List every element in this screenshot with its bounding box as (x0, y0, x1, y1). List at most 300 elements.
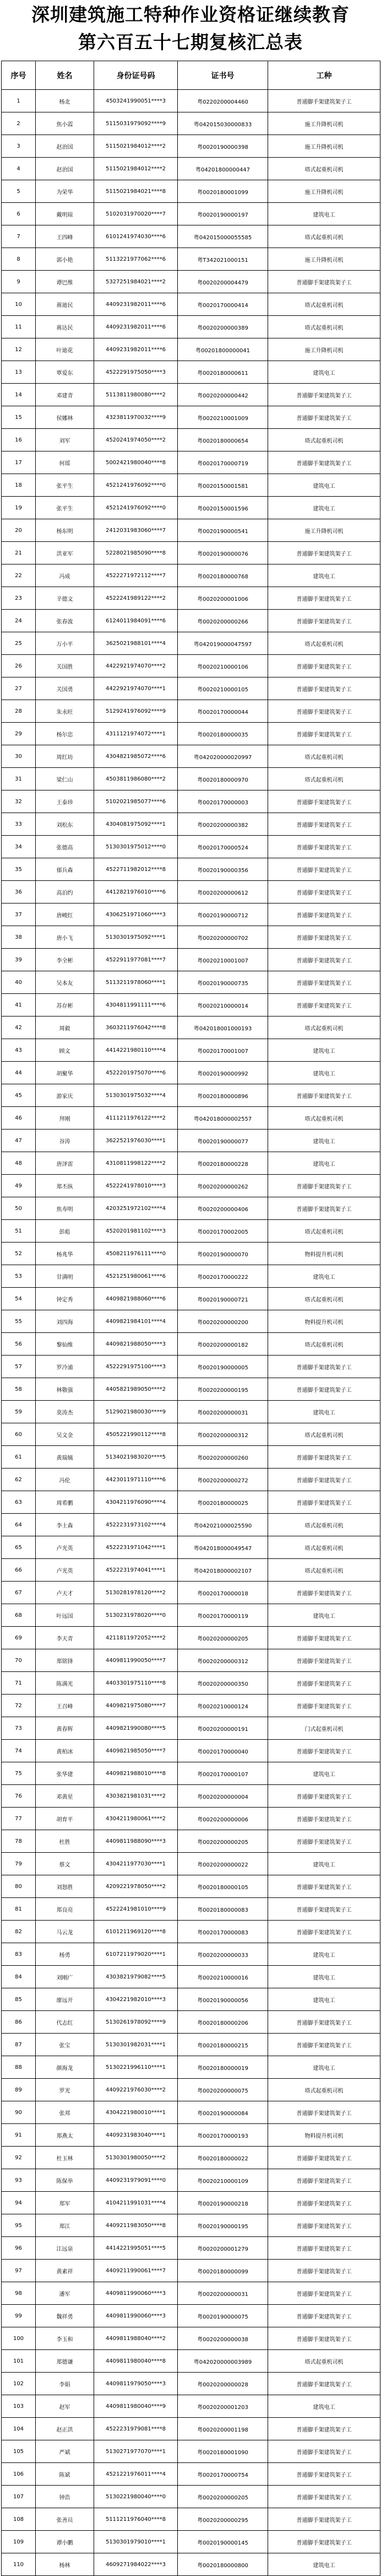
cell-certificate-number: 粤0020200000022 (178, 1853, 268, 1875)
cell-id-number: 4521241976092****0 (94, 497, 178, 519)
cell-certificate-number: 粤0020210000016 (178, 1966, 268, 1988)
table-row (2, 2350, 380, 2373)
cell-trade: 普通脚手架建筑架子工 (268, 1695, 380, 1717)
table-row (2, 406, 380, 429)
cell-index: 45 (2, 1084, 36, 1107)
cell-trade: 建筑电工 (268, 1062, 380, 1084)
cell-certificate-number: 粤0020200000182 (178, 1333, 268, 1356)
table-row (2, 1469, 380, 1491)
cell-index: 12 (2, 338, 36, 361)
cell-index: 31 (2, 768, 36, 790)
cell-trade: 塔式起重机司机 (268, 158, 380, 180)
cell-trade: 塔式起重机司机 (268, 1536, 380, 1559)
cell-id-number: 3603211976042****8 (94, 1017, 178, 1039)
cell-certificate-number: 粤0020190000070 (178, 1243, 268, 1265)
cell-certificate-number: 粤0020200000075 (178, 2079, 268, 2101)
cell-trade: 塔式起重机司机 (268, 768, 380, 790)
cell-certificate-number: 粤0020200000262 (178, 1175, 268, 1197)
cell-trade: 塔式起重机司机 (268, 1107, 380, 1130)
table-row (2, 1130, 380, 1152)
cell-index: 47 (2, 1130, 36, 1152)
cell-id-number: 4409821984101****4 (94, 1310, 178, 1333)
cell-id-number: 5130231978020****0 (94, 1604, 178, 1627)
cell-name: 李天青 (36, 1627, 94, 1649)
cell-certificate-number: 粤0020200000266 (178, 610, 268, 632)
cell-name: 颜海龙 (36, 2056, 94, 2079)
cell-certificate-number: 粤0020200000033 (178, 1943, 268, 1966)
cell-name: 黄素祥 (36, 2260, 94, 2282)
cell-id-number: 4209221978050****2 (94, 1875, 178, 1898)
cell-index: 105 (2, 2440, 36, 2463)
cell-name: 戴明琼 (36, 203, 94, 225)
cell-index: 44 (2, 1062, 36, 1084)
table-row (2, 904, 380, 926)
cell-id-number: 4304081975092****1 (94, 813, 178, 836)
cell-trade: 普通脚手架建筑架子工 (268, 1875, 380, 1898)
cell-trade: 建筑电工 (268, 361, 380, 384)
cell-certificate-number: 粤0020150001581 (178, 474, 268, 497)
table-row (2, 971, 380, 994)
cell-certificate-number: 粤042021000025590 (178, 1514, 268, 1536)
table-row (2, 1785, 380, 1808)
cell-certificate-number: 粤0020170000107 (178, 1762, 268, 1785)
table-row (2, 158, 380, 180)
cell-id-number: 5134021983020****5 (94, 1446, 178, 1469)
cell-name: 张德高 (36, 836, 94, 858)
cell-certificate-number: 粤0020190000195 (178, 2214, 268, 2237)
cell-name: 张邦 (36, 2101, 94, 2124)
cell-certificate-number: 粤0020170002005 (178, 1220, 268, 1243)
cell-id-number: 5111211976040****8 (94, 2508, 178, 2531)
cell-index: 75 (2, 1762, 36, 1785)
cell-id-number: 4522241978010****3 (94, 1175, 178, 1197)
cell-name: 叶远国 (36, 1604, 94, 1627)
cell-index: 96 (2, 2237, 36, 2260)
cell-certificate-number: 粤0020170000524 (178, 836, 268, 858)
table-row (2, 1220, 380, 1243)
cell-name: 覃爱东 (36, 361, 94, 384)
cell-trade: 普通脚手架建筑架子工 (268, 1740, 380, 1762)
cell-trade: 施工升降机司机 (268, 519, 380, 542)
cell-certificate-number: 粤0020190000356 (178, 858, 268, 881)
cell-name: 张平生 (36, 474, 94, 497)
cell-id-number: 4310811998122****2 (94, 1152, 178, 1175)
cell-name: 李土森 (36, 1514, 94, 1536)
cell-trade: 施工升降机司机 (268, 180, 380, 203)
table-row (2, 1898, 380, 1921)
cell-name: 江远泉 (36, 2237, 94, 2260)
document-title-line-1: 深圳建筑施工特种作业资格证继续教育 (31, 4, 350, 25)
table-row (2, 587, 380, 610)
cell-trade: 建筑电工 (268, 1762, 380, 1785)
cell-trade: 普通脚手架建筑架子工 (268, 2531, 380, 2553)
cell-name: 郑丕纵 (36, 1175, 94, 1197)
cell-id-number: 4520241974050****2 (94, 429, 178, 451)
cell-trade: 普通脚手架建筑架子工 (268, 677, 380, 700)
cell-index: 36 (2, 881, 36, 904)
table-row (2, 1559, 380, 1582)
cell-certificate-number: 粤0020200000200 (178, 1310, 268, 1333)
cell-name: 罗光 (36, 2079, 94, 2101)
table-row (2, 1152, 380, 1175)
cell-name: 蒋达民 (36, 316, 94, 338)
cell-name: 李全彬 (36, 949, 94, 971)
cell-id-number: 4414221995051****5 (94, 2237, 178, 2260)
cell-index: 33 (2, 813, 36, 836)
cell-name: 林敬强 (36, 1378, 94, 1401)
cell-id-number: 4522711982012****8 (94, 858, 178, 881)
cell-index: 34 (2, 836, 36, 858)
table-row (2, 1966, 380, 1988)
cell-name: 杨勇 (36, 1943, 94, 1966)
table-row (2, 1853, 380, 1875)
cell-id-number: 4422921974070****2 (94, 655, 178, 677)
cell-index: 20 (2, 519, 36, 542)
roster-table (1, 61, 380, 2576)
cell-trade: 普通脚手架建筑架子工 (268, 2169, 380, 2192)
cell-trade: 建筑电工 (268, 203, 380, 225)
cell-index: 17 (2, 451, 36, 474)
cell-id-number: 4412821976010****6 (94, 881, 178, 904)
cell-id-number: 4409811988040****2 (94, 2327, 178, 2350)
cell-name: 杜玉林 (36, 2147, 94, 2169)
cell-name: 钟定秀 (36, 1288, 94, 1310)
cell-id-number: 5115031979092****9 (94, 112, 178, 135)
cell-certificate-number: 粤0020210000109 (178, 2169, 268, 2192)
cell-certificate-number: 粤0020200000389 (178, 316, 268, 338)
cell-id-number: 4422921974070****1 (94, 677, 178, 700)
cell-certificate-number: 粤042015000055585 (178, 225, 268, 248)
cell-index: 19 (2, 497, 36, 519)
cell-id-number: 4409231982011****6 (94, 316, 178, 338)
cell-trade: 普通脚手架建筑架子工 (268, 926, 380, 949)
cell-trade: 塔式起重机司机 (268, 2350, 380, 2373)
cell-id-number: 4522231974041****1 (94, 1559, 178, 1582)
cell-trade: 塔式起重机司机 (268, 1559, 380, 1582)
cell-index: 46 (2, 1107, 36, 1130)
cell-index: 32 (2, 790, 36, 813)
cell-trade: 普通脚手架建筑架子工 (268, 451, 380, 474)
table-row (2, 1808, 380, 1830)
cell-certificate-number: 粤0020170000018 (178, 1582, 268, 1604)
cell-id-number: 4304821985072****6 (94, 745, 178, 768)
cell-id-number: 6107211979020****1 (94, 1943, 178, 1966)
table-row (2, 451, 380, 474)
cell-name: 郑铭锋 (36, 1649, 94, 1672)
cell-id-number: 6124011984091****6 (94, 610, 178, 632)
cell-certificate-number: 粤0020190000712 (178, 904, 268, 926)
cell-certificate-number: 粤0020200001279 (178, 2237, 268, 2260)
cell-id-number: 4521251980061****6 (94, 1265, 178, 1288)
cell-index: 72 (2, 1695, 36, 1717)
cell-index: 78 (2, 1830, 36, 1853)
cell-name: 冯成 (36, 564, 94, 587)
cell-trade: 塔式起重机司机 (268, 1514, 380, 1536)
cell-id-number: 4409231982011****6 (94, 338, 178, 361)
cell-certificate-number: 粤04201800000447 (178, 158, 268, 180)
cell-id-number: 4304811991111****6 (94, 994, 178, 1017)
table-row (2, 1423, 380, 1446)
cell-index: 13 (2, 361, 36, 384)
cell-id-number: 6101241974030****6 (94, 225, 178, 248)
cell-trade: 普通脚手架建筑架子工 (268, 2463, 380, 2486)
cell-index: 62 (2, 1469, 36, 1491)
cell-certificate-number: 粤0020180000019 (178, 2056, 268, 2079)
cell-name: 侯娜林 (36, 406, 94, 429)
header-name: 姓名 (36, 61, 94, 90)
cell-certificate-number: 粤042020000020997 (178, 745, 268, 768)
cell-name: 郑良亮 (36, 1898, 94, 1921)
cell-trade: 建筑电工 (268, 2395, 380, 2418)
cell-id-number: 5113221977062****6 (94, 248, 178, 271)
cell-id-number: 4409811979050****3 (94, 2373, 178, 2395)
table-row (2, 813, 380, 836)
cell-certificate-number: 粤0020170000754 (178, 2463, 268, 2486)
table-row (2, 1740, 380, 1762)
cell-name: 李娟 (36, 2373, 94, 2395)
cell-name: 张善员 (36, 2508, 94, 2531)
cell-certificate-number: 粤0020200000350 (178, 1672, 268, 1695)
cell-index: 76 (2, 1785, 36, 1808)
cell-index: 85 (2, 1988, 36, 2011)
cell-name: 严斌 (36, 2440, 94, 2463)
cell-id-number: 4409811990050****7 (94, 1649, 178, 1672)
cell-certificate-number: 粤00201800000041 (178, 338, 268, 361)
cell-id-number: 5002421980040****8 (94, 451, 178, 474)
cell-trade: 建筑电工 (268, 497, 380, 519)
cell-trade: 普通脚手架建筑架子工 (268, 1175, 380, 1197)
cell-trade: 物料提升机司机 (268, 2124, 380, 2147)
cell-name: 魏祥勇 (36, 2305, 94, 2327)
cell-index: 51 (2, 1220, 36, 1243)
cell-trade: 普通脚手架建筑架子工 (268, 1084, 380, 1107)
cell-name: 高泊约 (36, 881, 94, 904)
document-title-line-2: 第六百五十七期复核汇总表 (78, 31, 303, 53)
cell-index: 95 (2, 2214, 36, 2237)
cell-id-number: 5129021980030****9 (94, 1401, 178, 1423)
table-row (2, 2079, 380, 2101)
cell-id-number: 4409811980040****9 (94, 2395, 178, 2418)
cell-index: 48 (2, 1152, 36, 1175)
cell-trade: 建筑电工 (268, 474, 380, 497)
cell-trade: 普通脚手架建筑架子工 (268, 1469, 380, 1491)
table-row (2, 2214, 380, 2237)
cell-id-number: 3625021988101****4 (94, 632, 178, 655)
cell-id-number: 5130301982031****1 (94, 2034, 178, 2056)
cell-certificate-number: 粤0020190000077 (178, 1130, 268, 1152)
cell-name: 唐泽雷 (36, 1152, 94, 1175)
cell-name: 唐小飞 (36, 926, 94, 949)
table-row (2, 384, 380, 406)
cell-name: 卢光英 (36, 1536, 94, 1559)
cell-index: 91 (2, 2124, 36, 2147)
table-row (2, 1446, 380, 1469)
cell-trade: 建筑电工 (268, 1130, 380, 1152)
cell-index: 102 (2, 2373, 36, 2395)
cell-name: 杨东明 (36, 519, 94, 542)
cell-index: 50 (2, 1197, 36, 1220)
cell-name: 谷涛 (36, 1130, 94, 1152)
cell-index: 37 (2, 904, 36, 926)
table-row (2, 1401, 380, 1423)
cell-name: 杨尔忠 (36, 723, 94, 745)
table-row (2, 836, 380, 858)
cell-name: 黄柏冰 (36, 1740, 94, 1762)
cell-trade: 普通脚手架建筑架子工 (268, 2101, 380, 2124)
cell-index: 39 (2, 949, 36, 971)
cell-trade: 建筑电工 (268, 1988, 380, 2011)
table-row (2, 2395, 380, 2418)
cell-trade: 普通脚手架建筑架子工 (268, 1808, 380, 1830)
cell-name: 为荣华 (36, 180, 94, 203)
table-row (2, 1536, 380, 1559)
table-row (2, 1921, 380, 1943)
cell-name: 张宝 (36, 2034, 94, 2056)
cell-id-number: 5113211978060****1 (94, 971, 178, 994)
cell-id-number: 4304211980061****2 (94, 1808, 178, 1830)
table-row (2, 768, 380, 790)
cell-id-number: 5130271977070****1 (94, 2440, 178, 2463)
cell-name: 张华建 (36, 1762, 94, 1785)
cell-name: 赵正洪 (36, 2418, 94, 2440)
cell-id-number: 4521241976092****0 (94, 474, 178, 497)
cell-certificate-number: 粤0020200004479 (178, 271, 268, 293)
cell-id-number: 4111211976122****2 (94, 1107, 178, 1130)
cell-certificate-number: 粤0020190000084 (178, 2101, 268, 2124)
table-row (2, 677, 380, 700)
cell-index: 101 (2, 2350, 36, 2373)
cell-name: 刘四海 (36, 1310, 94, 1333)
table-row (2, 2305, 380, 2327)
cell-index: 15 (2, 406, 36, 429)
cell-index: 41 (2, 994, 36, 1017)
cell-id-number: 4409221976030****2 (94, 2079, 178, 2101)
cell-trade: 普通脚手架建筑架子工 (268, 2373, 380, 2395)
table-row (2, 2440, 380, 2463)
cell-index: 18 (2, 474, 36, 497)
table-row (2, 949, 380, 971)
cell-trade: 普通脚手架建筑架子工 (268, 700, 380, 723)
cell-trade: 塔式起重机司机 (268, 1333, 380, 1356)
cell-certificate-number: 粤0020200000031 (178, 1401, 268, 1423)
cell-index: 104 (2, 2418, 36, 2440)
cell-trade: 塔式起重机司机 (268, 316, 380, 338)
cell-name: 蔡文 (36, 1853, 94, 1875)
table-row (2, 858, 380, 881)
cell-id-number: 5113811980080****2 (94, 384, 178, 406)
cell-index: 38 (2, 926, 36, 949)
cell-certificate-number: 粤0020200000006 (178, 1808, 268, 1830)
cell-certificate-number: 粤0020200000205 (178, 1830, 268, 1853)
cell-name: 杨兆华 (36, 1243, 94, 1265)
cell-trade: 施工升降机司机 (268, 135, 380, 158)
cell-id-number: 4414221980110****4 (94, 1039, 178, 1062)
table-row (2, 2147, 380, 2169)
table-row (2, 474, 380, 497)
cell-name: 胡聚华 (36, 1062, 94, 1084)
cell-name: 刘刚广 (36, 1966, 94, 1988)
cell-id-number: 4520201981102****3 (94, 1220, 178, 1243)
cell-trade: 普通脚手架建筑架子工 (268, 858, 380, 881)
cell-certificate-number: 粤0020170000414 (178, 293, 268, 316)
cell-trade: 普通脚手架建筑架子工 (268, 1785, 380, 1808)
cell-id-number: 5327251984021****2 (94, 271, 178, 293)
cell-trade: 物料提升机司机 (268, 1243, 380, 1265)
cell-certificate-number: 粤0020180001099 (178, 180, 268, 203)
cell-trade: 物料提升机司机 (268, 1310, 380, 1333)
cell-id-number: 5130301980050****2 (94, 2147, 178, 2169)
cell-trade: 普通脚手架建筑架子工 (268, 384, 380, 406)
table-row (2, 2531, 380, 2553)
cell-name: 赵治国 (36, 135, 94, 158)
cell-id-number: 4409821988010****8 (94, 1762, 178, 1785)
cell-trade: 施工升降机司机 (268, 338, 380, 361)
cell-name: 钟浩 (36, 2486, 94, 2508)
cell-certificate-number: 粤0020150001596 (178, 497, 268, 519)
cell-certificate-number: 粤0020180000654 (178, 429, 268, 451)
cell-certificate-number: 粤0020190000721 (178, 1288, 268, 1310)
cell-name: 关国胜 (36, 655, 94, 677)
cell-index: 1 (2, 90, 36, 112)
table-row (2, 564, 380, 587)
cell-index: 63 (2, 1491, 36, 1514)
cell-certificate-number: 粤042020000003989 (178, 2350, 268, 2373)
cell-id-number: 4409231982011****6 (94, 293, 178, 316)
cell-trade: 普通脚手架建筑架子工 (268, 1921, 380, 1943)
cell-index: 94 (2, 2192, 36, 2214)
cell-index: 107 (2, 2486, 36, 2508)
cell-id-number: 4304211977030****1 (94, 1853, 178, 1875)
cell-name: 何瑶 (36, 451, 94, 474)
table-row (2, 926, 380, 949)
cell-id-number: 5228021985090****8 (94, 542, 178, 564)
cell-trade: 塔式起重机司机 (268, 632, 380, 655)
cell-certificate-number: 粤0020200001203 (178, 2395, 268, 2418)
table-body (2, 90, 380, 2576)
cell-index: 55 (2, 1310, 36, 1333)
cell-name: 卢光英 (36, 1559, 94, 1582)
cell-name: 张春波 (36, 610, 94, 632)
cell-id-number: 5115021984012****2 (94, 135, 178, 158)
cell-index: 11 (2, 316, 36, 338)
cell-trade: 建筑电工 (268, 1966, 380, 1988)
cell-trade: 门式起重机司机 (268, 1717, 380, 1740)
cell-trade: 塔式起重机司机 (268, 225, 380, 248)
cell-name: 刘怒胜 (36, 1875, 94, 1898)
cell-certificate-number: 粤T342021000151 (178, 248, 268, 271)
cell-id-number: 4409211990061****7 (94, 2260, 178, 2282)
cell-name: 陈斌 (36, 2463, 94, 2486)
cell-name: 赵军 (36, 2395, 94, 2418)
table-row (2, 1288, 380, 1310)
table-row (2, 1197, 380, 1220)
cell-trade: 塔式起重机司机 (268, 2079, 380, 2101)
cell-id-number: 5129241976092****9 (94, 700, 178, 723)
cell-certificate-number: 粤0020200000702 (178, 926, 268, 949)
cell-name: 黎仙维 (36, 1333, 94, 1356)
cell-index: 35 (2, 858, 36, 881)
cell-name: 张平生 (36, 497, 94, 519)
cell-certificate-number: 粤0020180000215 (178, 2034, 268, 2056)
cell-name: 唐峻红 (36, 904, 94, 926)
table-row (2, 745, 380, 768)
cell-id-number: 2412031983060****7 (94, 519, 178, 542)
table-row (2, 293, 380, 316)
cell-name: 冯伦 (36, 1469, 94, 1491)
cell-id-number: 5130301975012****0 (94, 836, 178, 858)
cell-trade: 塔式起重机司机 (268, 293, 380, 316)
cell-index: 26 (2, 655, 36, 677)
